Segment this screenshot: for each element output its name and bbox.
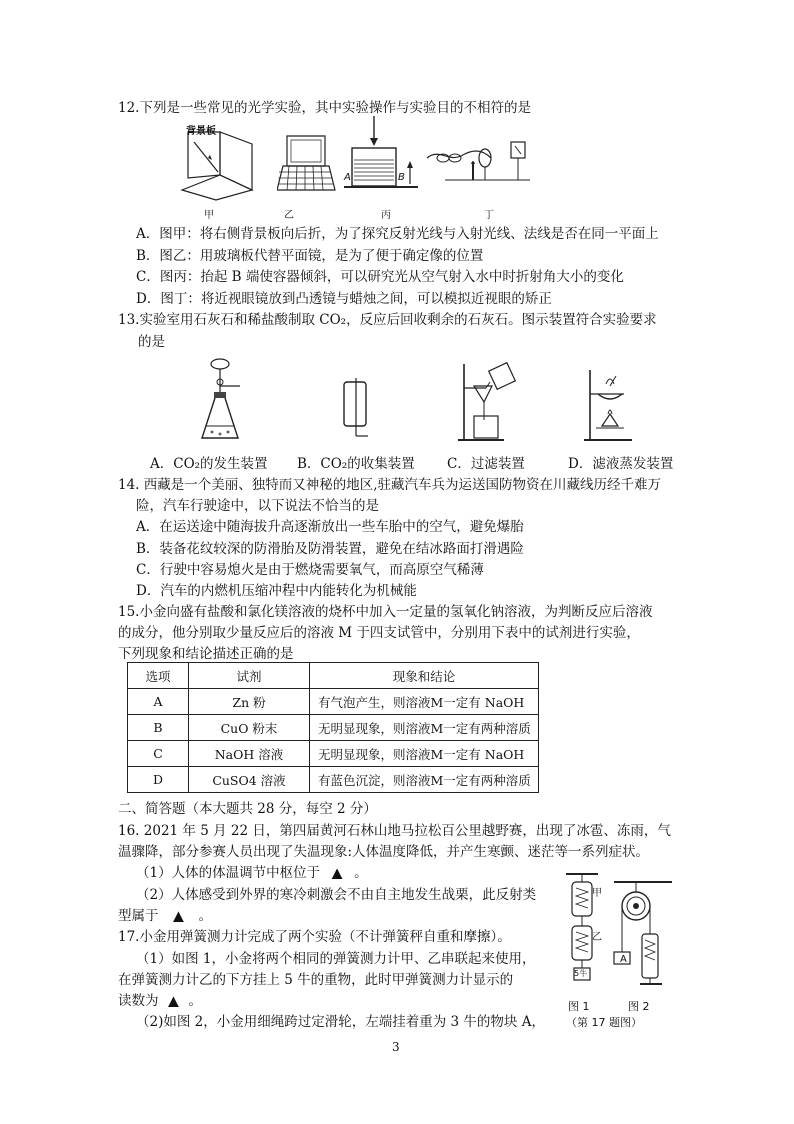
q17-part1-text: 读数为 <box>118 993 159 1009</box>
q12-caption-yi: 乙 <box>284 210 294 221</box>
q12-caption-ding: 丁 <box>484 210 494 221</box>
q12-caption-bing: 丙 <box>381 210 391 221</box>
section-heading: 二、简答题（本大题共 28 分，每空 2 分） <box>118 801 377 817</box>
q13-option-d: D．滤液蒸发装置 <box>568 456 674 472</box>
table-header-row <box>128 663 539 689</box>
answer-blank[interactable]: ▲ <box>331 865 343 881</box>
q14-option-c: C．行驶中容易熄火是由于燃烧需要氧气，而高原空气稀薄 <box>136 562 484 578</box>
table-header: 试剂 <box>189 663 310 689</box>
q17-part1-cont: 在弹簧测力计乙的下方挂上 5 牛的重物，此时甲弹簧测力计显示的 <box>118 972 514 988</box>
q17-figure-2-caption: 图 2 <box>628 1000 650 1013</box>
q12-stem: 12.下列是一些常见的光学实验，其中实验操作与实验目的不相符的是 <box>118 100 531 116</box>
q14-stem-cont: 险，汽车行驶途中，以下说法不恰当的是 <box>136 498 379 514</box>
q16-part2-end: 。 <box>198 908 212 924</box>
q14-option-a: A．在运送途中随海拔升高逐渐放出一些车胎中的空气，避免爆胎 <box>136 519 524 535</box>
q12-option-c: C．图丙：抬起 B 端使容器倾斜，可以研究光从空气射入水中时折射角大小的变化 <box>136 269 624 285</box>
table-header: 现象和结论 <box>310 663 539 689</box>
q13-apparatus-b <box>338 378 374 442</box>
q17-label-jia: 甲 <box>592 888 602 899</box>
q12-figure-ding <box>425 140 535 192</box>
q16-part2-text: 型属于 <box>118 908 159 924</box>
q14-option-d: D．汽车的内燃机压缩冲程中内能转化为机械能 <box>136 583 417 599</box>
table-cell: 无明显现象，则溶液M一定有两种溶质 <box>310 715 539 741</box>
q17-label-weight: 5牛 <box>574 969 588 978</box>
q17-stem: 17.小金用弹簧测力计完成了两个实验（不计弹簧秤自重和摩擦）。 <box>118 929 511 945</box>
q16-stem: 16. 2021 年 5 月 22 日，第四届黄河石林山地马拉松百公里越野赛，出现了冰雹、冻雨，气 <box>118 823 671 839</box>
q12-option-d: D．图丁：将近视眼镜放到凸透镜与蜡烛之间，可以模拟近视眼的矫正 <box>136 291 552 307</box>
q16-part1-end: 。 <box>354 865 368 881</box>
page-number: 3 <box>392 1040 400 1054</box>
q15-table <box>127 662 539 793</box>
q17-label-yi: 乙 <box>592 932 602 943</box>
q12-caption-jia: 甲 <box>204 210 214 221</box>
answer-blank[interactable]: ▲ <box>168 993 179 1009</box>
q13-option-c: C．过滤装置 <box>447 456 525 472</box>
q17-part1-cont2 <box>118 989 202 1009</box>
q13-stem-cont: 的是 <box>138 334 165 350</box>
table-cell: B <box>128 715 189 741</box>
q17-part1-end: 。 <box>188 993 202 1009</box>
q17-figure-caption: （第 17 题图） <box>566 1016 642 1029</box>
table-header: 选项 <box>128 663 189 689</box>
table-cell: 有蓝色沉淀，则溶液M一定有两种溶质 <box>310 767 539 793</box>
q17-part1: （1）如图 1，小金将两个相同的弹簧测力计甲、乙串联起来使用， <box>136 951 536 967</box>
q13-apparatus-c <box>456 360 526 446</box>
table-cell: A <box>128 689 189 715</box>
q16-part2: （2）人体感受到外界的寒冷刺激会不由自主地发生战栗，此反射类 <box>136 887 537 903</box>
q16-part1-text: （1）人体的体温调节中枢位于 <box>136 865 321 881</box>
table-cell: CuSO4 溶液 <box>189 767 310 793</box>
q15-stem: 15.小金向盛有盐酸和氯化镁溶液的烧杯中加入一定量的氢氧化钠溶液，为判断反应后溶液 <box>118 604 653 620</box>
table-cell: CuO 粉末 <box>189 715 310 741</box>
q15-stem-cont: 的成分，他分别取少量反应后的溶液 M 于四支试管中，分别用下表中的试剂进行实验， <box>118 625 640 641</box>
table-row <box>128 689 539 715</box>
table-cell: D <box>128 767 189 793</box>
q13-apparatus-a <box>196 356 244 444</box>
q12-label-a: A <box>344 172 351 183</box>
table-row <box>128 767 539 793</box>
q16-part2-cont <box>118 904 212 924</box>
q14-stem: 14. 西藏是一个美丽、独特而又神秘的地区,驻藏汽车兵为运送国防物资在川藏线历经千难万 <box>118 477 662 493</box>
q12-option-a: A．图甲：将右侧背景板向后折，为了探究反射光线与入射光线、法线是否在同一平面上 <box>136 226 659 242</box>
q12-label-b: B <box>398 172 405 183</box>
table-cell: Zn 粉 <box>189 689 310 715</box>
q17-figure-2 <box>612 878 674 988</box>
table-row <box>128 715 539 741</box>
table-cell: 有气泡产生，则溶液M一定有 NaOH <box>310 689 539 715</box>
q16-part1 <box>136 861 368 881</box>
q12-option-b: B．图乙：用玻璃板代替平面镜，是为了便于确定像的位置 <box>136 248 484 264</box>
table-cell: 无明显现象，则溶液M一定有 NaOH <box>310 741 539 767</box>
answer-blank[interactable]: ▲ <box>173 908 184 924</box>
q13-apparatus-d <box>584 366 636 446</box>
q12-figure-bing <box>340 114 420 198</box>
table-cell: NaOH 溶液 <box>189 741 310 767</box>
q12-board-label: 背景板 <box>186 126 216 137</box>
table-row <box>128 741 539 767</box>
q13-option-a: A．CO₂的发生装置 <box>150 456 268 472</box>
table-cell: C <box>128 741 189 767</box>
q17-figure-1-caption: 图 1 <box>568 1000 590 1013</box>
q17-label-a: A <box>620 954 627 965</box>
q15-stem-cont2: 下列现象和结论描述正确的是 <box>118 646 294 662</box>
q13-stem: 13.实验室用石灰石和稀盐酸制取 CO₂，反应后回收剩余的石灰石。图示装置符合实验要求 <box>118 312 657 328</box>
q13-option-b: B．CO₂的收集装置 <box>297 456 415 472</box>
q16-stem-cont: 温骤降，部分参赛人员出现了失温现象:人体温度降低，并产生寒颤、迷茫等一系列症状。 <box>118 844 650 860</box>
q14-option-b: B．装备花纹较深的防滑胎及防滑装置，避免在结冰路面打滑遇险 <box>136 541 524 557</box>
q12-figure-yi <box>277 132 337 194</box>
q17-part2: （2)如图 2，小金用细绳跨过定滑轮，左端挂着重为 3 牛的物块 A， <box>136 1014 545 1030</box>
